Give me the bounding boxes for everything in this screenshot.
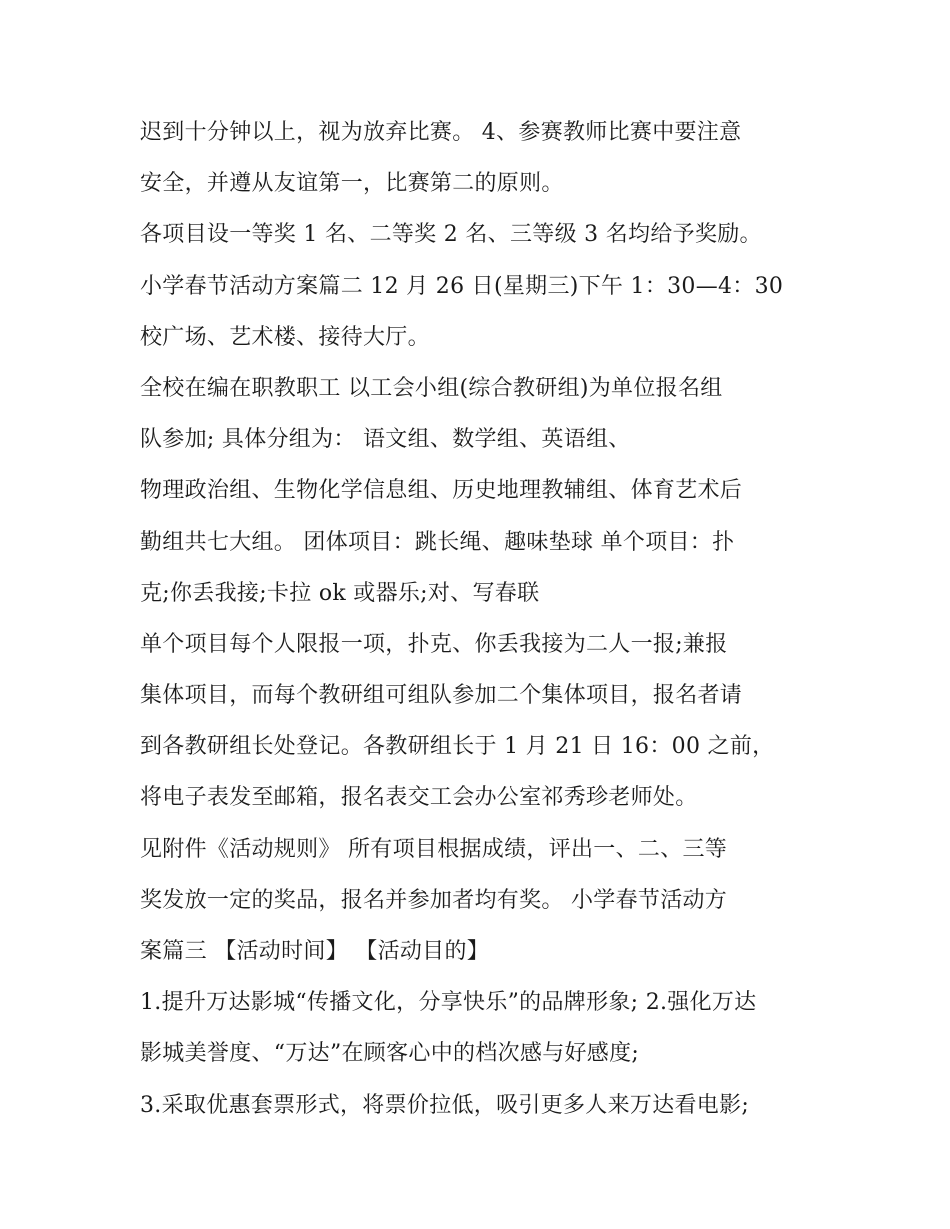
text-line-12: 集体项目，而每个教研组可组队参加二个集体项目，报名者请 — [140, 683, 743, 709]
text-line-17: 案篇三 【活动时间】 【活动目的】 — [140, 939, 490, 964]
text-line-11: 单个项目每个人限报一项，扑克、你丢我接为二人一报;兼报 — [140, 631, 728, 657]
text-line-10: 克;你丢我接;卡拉 ok 或器乐;对、写春联 — [140, 580, 540, 606]
text-line-13: 到各教研组长处登记。各教研组长于 1 月 21 日 16：00 之前， — [140, 734, 775, 760]
text-line-5: 校广场、艺术楼、接待大厅。 — [140, 324, 430, 350]
text-line-8: 物理政治组、生物化学信息组、历史地理教辅组、体育艺术后 — [140, 478, 743, 504]
text-line-19: 影城美誉度、“万达”在顾客心中的档次感与好感度; — [140, 1041, 640, 1067]
text-line-3: 各项目设一等奖 1 名、二等奖 2 名、三等级 3 名均给予奖励。 — [140, 222, 762, 248]
text-line-4: 小学春节活动方案篇二 12 月 26 日(星期三)下午 1：30—4：30 — [140, 273, 784, 299]
document-body — [140, 107, 830, 1131]
text-line-15: 见附件《活动规则》 所有项目根据成绩，评出一、二、三等 — [140, 836, 728, 862]
text-line-1: 迟到十分钟以上，视为放弃比赛。 4、参赛教师比赛中要注意 — [140, 120, 742, 145]
text-line-6: 全校在编在职教职工 以工会小组(综合教研组)为单位报名组 — [140, 375, 723, 401]
text-line-20: 3.采取优惠套票形式，将票价拉低，吸引更多人来万达看电影; — [140, 1092, 750, 1118]
text-line-14: 将电子表发至邮箱，报名表交工会办公室祁秀珍老师处。 — [140, 785, 698, 811]
text-line-9: 勤组共七大组。 团体项目：跳长绳、趣味垫球 单个项目：扑 — [140, 529, 735, 555]
text-line-18: 1.提升万达影城“传播文化，分享快乐”的品牌形象; 2.强化万达 — [140, 990, 757, 1016]
text-line-2: 安全，并遵从友谊第一，比赛第二的原则。 — [140, 171, 564, 197]
text-line-7: 队参加; 具体分组为： 语文组、数学组、英语组、 — [140, 427, 631, 453]
text-line-16: 奖发放一定的奖品，报名并参加者均有奖。 小学春节活动方 — [140, 887, 728, 913]
